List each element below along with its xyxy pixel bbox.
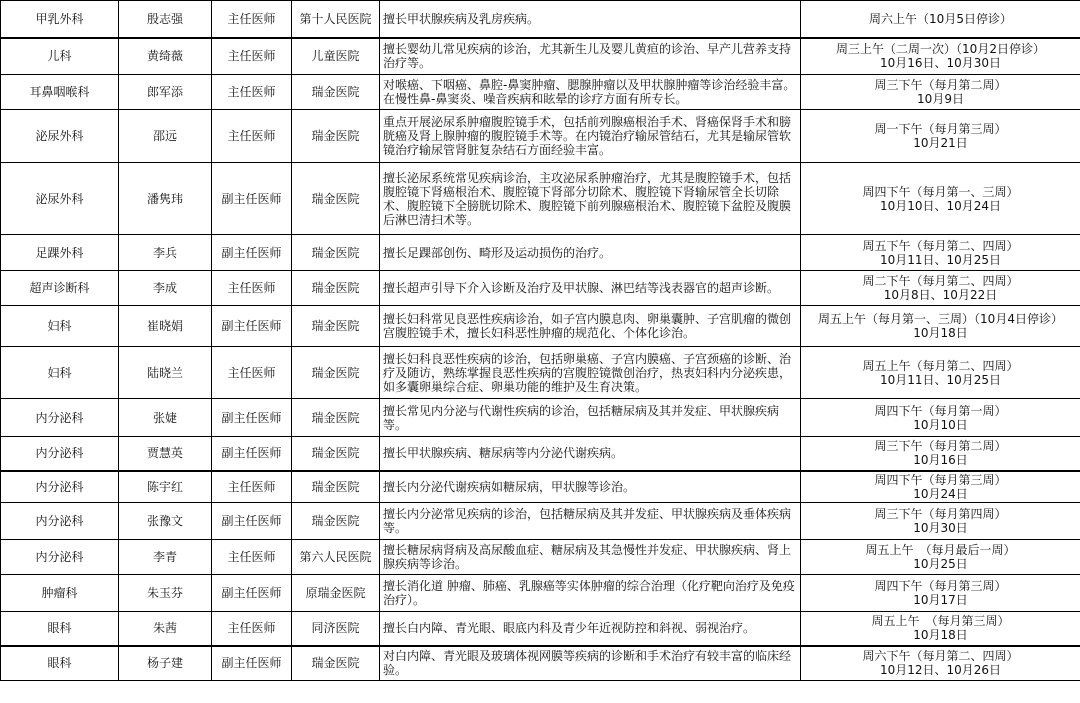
clinic-dates: 10月16日: [913, 453, 968, 468]
doctor-name-cell: 张豫文: [119, 503, 212, 540]
doctor-name-cell: 李成: [119, 271, 212, 306]
specialty-cell: 擅长白内障、青光眼、眼底内科及青少年近视防控和斜视、弱视治疗。: [380, 612, 801, 646]
doctor-name-cell: 邵远: [119, 110, 212, 163]
doctor-name-cell: 李兵: [119, 235, 212, 271]
clinic-time-cell: [801, 612, 1080, 646]
schedule-row: [1, 75, 1080, 110]
clinic-session: 周三下午（每月第四周）: [874, 507, 1007, 521]
specialty-cell: 擅长泌尿系统常见疾病诊治，主攻泌尿系肿瘤治疗，尤其是腹腔镜手术，包括腹腔镜下肾癌根治术、腹腔镜下肾部分切除术、腹腔镜下肾输尿管全长切除术、腹腔镜下全膀胱切除术、腹腔镜下前列腺癌根治术、腹腔镜下盆腔及腹膜后淋巴清扫术等。: [380, 163, 801, 235]
doctor-title-cell: 副主任医师: [212, 163, 292, 235]
department-cell: 妇科: [1, 306, 119, 347]
schedule-row: [1, 503, 1080, 540]
schedule-body: [1, 1, 1080, 681]
hospital-cell: 瑞金医院: [292, 347, 380, 399]
department-cell: 耳鼻咽喉科: [1, 75, 119, 110]
clinic-dates: 10月12日、10月26日: [879, 663, 1002, 678]
clinic-time-cell: [801, 306, 1080, 347]
clinic-dates: 10月9日: [917, 92, 964, 106]
schedule-row: [1, 306, 1080, 347]
schedule-row: [1, 271, 1080, 306]
clinic-time-cell: [801, 1, 1080, 38]
specialty-cell: 擅长足踝部创伤、畸形及运动损伤的治疗。: [380, 235, 801, 271]
clinic-dates: 10月17日: [913, 593, 968, 607]
doctor-name-cell: 张婕: [119, 399, 212, 437]
schedule-row: [1, 612, 1080, 646]
department-cell: 泌尿外科: [1, 110, 119, 163]
clinic-dates: 10月11日、10月25日: [879, 372, 1002, 387]
department-cell: 眼科: [1, 646, 119, 681]
schedule-row: [1, 235, 1080, 271]
specialty-cell: 擅长甲状腺疾病及乳房疾病。: [380, 1, 801, 38]
clinic-session: 周一下午（每月第三周）: [874, 122, 1007, 136]
clinic-time-cell: [801, 163, 1080, 235]
clinic-dates: 10月25日: [913, 557, 968, 571]
department-cell: 甲乳外科: [1, 1, 119, 38]
department-cell: 泌尿外科: [1, 163, 119, 235]
specialty-cell: 对白内障、青光眼及玻璃体视网膜等疾病的诊断和手术治疗有较丰富的临床经验。: [380, 646, 801, 681]
hospital-cell: 原瑞金医院: [292, 575, 380, 612]
department-cell: 超声诊断科: [1, 271, 119, 306]
clinic-time-cell: [801, 399, 1080, 437]
clinic-session: 周五上午 （每月最后一周）: [865, 543, 1016, 557]
clinic-dates: 10月18日: [913, 326, 968, 340]
doctor-name-cell: 黄绮薇: [119, 38, 212, 75]
department-cell: 足踝外科: [1, 235, 119, 271]
hospital-cell: 第六人民医院: [292, 540, 380, 575]
doctor-title-cell: 副主任医师: [212, 437, 292, 471]
schedule-row: [1, 163, 1080, 235]
specialty-cell: 擅长糖尿病肾病及高尿酸血症、糖尿病及其急慢性并发症、甲状腺疾病、肾上腺疾病等诊治。: [380, 540, 801, 575]
specialty-cell: 对喉癌、下咽癌、鼻腔-鼻窦肿瘤、腮腺肿瘤以及甲状腺肿瘤等诊治经验丰富。在慢性鼻-鼻窦炎、噪音疾病和眩晕的诊疗方面有所专长。: [380, 75, 801, 110]
hospital-cell: 瑞金医院: [292, 235, 380, 271]
doctor-title-cell: 副主任医师: [212, 646, 292, 681]
specialty-cell: 擅长内分泌常见疾病的诊治，包括糖尿病及其并发症、甲状腺疾病及垂体疾病等。: [380, 503, 801, 540]
specialty-cell: 擅长常见内分泌与代谢性疾病的诊治，包括糖尿病及其并发症、甲状腺疾病等。: [380, 399, 801, 437]
department-cell: 妇科: [1, 347, 119, 399]
clinic-dates: 10月10日、10月24日: [879, 198, 1002, 213]
clinic-time-cell: [801, 38, 1080, 75]
schedule-row: [1, 437, 1080, 471]
clinic-time-cell: [801, 437, 1080, 471]
clinic-time-cell: [801, 503, 1080, 540]
department-cell: 儿科: [1, 38, 119, 75]
doctor-title-cell: 主任医师: [212, 110, 292, 163]
doctor-name-cell: 崔晓娟: [119, 306, 212, 347]
department-cell: 肿瘤科: [1, 575, 119, 612]
clinic-time-cell: [801, 540, 1080, 575]
doctor-title-cell: 主任医师: [212, 612, 292, 646]
hospital-cell: 瑞金医院: [292, 471, 380, 503]
clinic-dates: 10月30日: [913, 521, 968, 535]
clinic-dates: 10月21日: [913, 136, 968, 150]
doctor-title-cell: 副主任医师: [212, 235, 292, 271]
clinic-session: 周六上午（10月5日停诊）: [869, 11, 1012, 26]
clinic-time-cell: [801, 271, 1080, 306]
clinic-session: 周四下午（每月第一、三周）: [862, 184, 1019, 199]
schedule-row: [1, 646, 1080, 681]
clinic-time-cell: [801, 75, 1080, 110]
clinic-dates: 10月18日: [913, 628, 968, 643]
hospital-cell: 瑞金医院: [292, 110, 380, 163]
doctor-name-cell: 杨子建: [119, 646, 212, 681]
hospital-cell: 儿童医院: [292, 38, 380, 75]
hospital-cell: 第十人民医院: [292, 1, 380, 38]
clinic-session: 周三上午（二周一次）（10月2日停诊）: [836, 42, 1045, 57]
clinic-session: 周五上午（每月第一、三周）（10月4日停诊）: [818, 312, 1063, 326]
hospital-cell: 瑞金医院: [292, 75, 380, 110]
clinic-dates: 10月8日、10月22日: [883, 288, 998, 302]
hospital-cell: 瑞金医院: [292, 271, 380, 306]
doctor-title-cell: 副主任医师: [212, 306, 292, 347]
specialty-cell: 擅长婴幼儿常见疾病的诊治，尤其新生儿及婴儿黄疸的诊治、早产儿营养支持治疗等。: [380, 38, 801, 75]
clinic-time-cell: [801, 471, 1080, 503]
clinic-session: 周三下午（每月第二周）: [874, 78, 1007, 92]
hospital-cell: 瑞金医院: [292, 399, 380, 437]
doctor-title-cell: 主任医师: [212, 471, 292, 503]
doctor-title-cell: 主任医师: [212, 540, 292, 575]
hospital-cell: 同济医院: [292, 612, 380, 646]
schedule-row: [1, 1, 1080, 38]
specialty-cell: 擅长甲状腺疾病、糖尿病等内分泌代谢疾病。: [380, 437, 801, 471]
clinic-dates: 10月24日: [913, 486, 968, 501]
hospital-cell: 瑞金医院: [292, 306, 380, 347]
specialty-cell: 擅长妇科常见良恶性疾病诊治，如子宫内膜息肉、卵巢囊肿、子宫肌瘤的微创宫腹腔镜手术，擅长妇科恶性肿瘤的规范化、个体化诊治。: [380, 306, 801, 347]
department-cell: 内分泌科: [1, 540, 119, 575]
department-cell: 内分泌科: [1, 437, 119, 471]
specialty-cell: 重点开展泌尿系肿瘤腹腔镜手术，包括前列腺癌根治手术、肾癌保肾手术和膀胱癌及肾上腺肿瘤的腹腔镜手术等。在内镜治疗输尿管结石，尤其是输尿管软镜治疗输尿管肾脏复杂结石方面经验丰富。: [380, 110, 801, 163]
department-cell: 眼科: [1, 612, 119, 646]
doctor-title-cell: 主任医师: [212, 347, 292, 399]
doctor-title-cell: 主任医师: [212, 38, 292, 75]
specialty-cell: 擅长超声引导下介入诊断及治疗及甲状腺、淋巴结等浅表器官的超声诊断。: [380, 271, 801, 306]
specialty-cell: 擅长妇科良恶性疾病的诊治，包括卵巢癌、子宫内膜癌、子宫颈癌的诊断、治疗及随访，熟练掌握良恶性疾病的宫腹腔镜微创治疗，热衷妇科内分泌疾患，如多囊卵巢综合症、卵巢功能的维护及生育决策。: [380, 347, 801, 399]
doctor-name-cell: 殷志强: [119, 1, 212, 38]
schedule-row: [1, 38, 1080, 75]
clinic-session: 周四下午（每月第三周）: [874, 579, 1007, 593]
doctor-title-cell: 主任医师: [212, 1, 292, 38]
hospital-cell: 瑞金医院: [292, 646, 380, 681]
clinic-session: 周五下午（每月第二、四周）: [862, 238, 1019, 253]
clinic-session: 周五上午 （每月第三周）: [871, 614, 1010, 629]
clinic-dates: 10月16日、10月30日: [879, 56, 1002, 71]
clinic-time-cell: [801, 575, 1080, 612]
schedule-row: [1, 399, 1080, 437]
doctor-name-cell: 潘隽玮: [119, 163, 212, 235]
doctor-name-cell: 朱玉芬: [119, 575, 212, 612]
clinic-session: 周四下午（每月第一周）: [874, 403, 1007, 418]
department-cell: 内分泌科: [1, 503, 119, 540]
doctor-title-cell: 副主任医师: [212, 503, 292, 540]
clinic-time-cell: [801, 347, 1080, 399]
doctor-name-cell: 陆晓兰: [119, 347, 212, 399]
clinic-time-cell: [801, 235, 1080, 271]
clinic-session: 周六下午（每月第二、四周）: [862, 649, 1019, 664]
doctor-name-cell: 陈宇红: [119, 471, 212, 503]
hospital-cell: 瑞金医院: [292, 503, 380, 540]
doctor-title-cell: 主任医师: [212, 75, 292, 110]
clinic-time-cell: [801, 110, 1080, 163]
schedule-row: [1, 347, 1080, 399]
doctor-name-cell: 郎军添: [119, 75, 212, 110]
department-cell: 内分泌科: [1, 471, 119, 503]
clinic-dates: 10月11日、10月25日: [879, 252, 1002, 267]
hospital-cell: 瑞金医院: [292, 163, 380, 235]
clinic-session: 周五上午（每月第二、四周）: [862, 358, 1019, 373]
specialty-cell: 擅长内分泌代谢疾病如糖尿病，甲状腺等诊治。: [380, 471, 801, 503]
doctor-name-cell: 贾慧英: [119, 437, 212, 471]
doctor-title-cell: 副主任医师: [212, 575, 292, 612]
doctor-name-cell: 李青: [119, 540, 212, 575]
clinic-session: 周二下午（每月第二、四周）: [862, 274, 1019, 288]
schedule-row: [1, 575, 1080, 612]
doctor-name-cell: 朱茜: [119, 612, 212, 646]
schedule-row: [1, 471, 1080, 503]
clinic-session: 周四下午（每月第三周）: [874, 472, 1007, 487]
schedule-row: [1, 110, 1080, 163]
clinic-time-cell: [801, 646, 1080, 681]
schedule-row: [1, 540, 1080, 575]
doctor-title-cell: 主任医师: [212, 271, 292, 306]
clinic-dates: 10月10日: [913, 417, 968, 432]
doctor-title-cell: 副主任医师: [212, 399, 292, 437]
department-cell: 内分泌科: [1, 399, 119, 437]
clinic-session: 周三下午（每月第二周）: [874, 439, 1007, 454]
specialty-cell: 擅长消化道 肿瘤、肺癌、乳腺癌等实体肿瘤的综合治理（化疗靶向治疗及免疫治疗）。: [380, 575, 801, 612]
hospital-cell: 瑞金医院: [292, 437, 380, 471]
